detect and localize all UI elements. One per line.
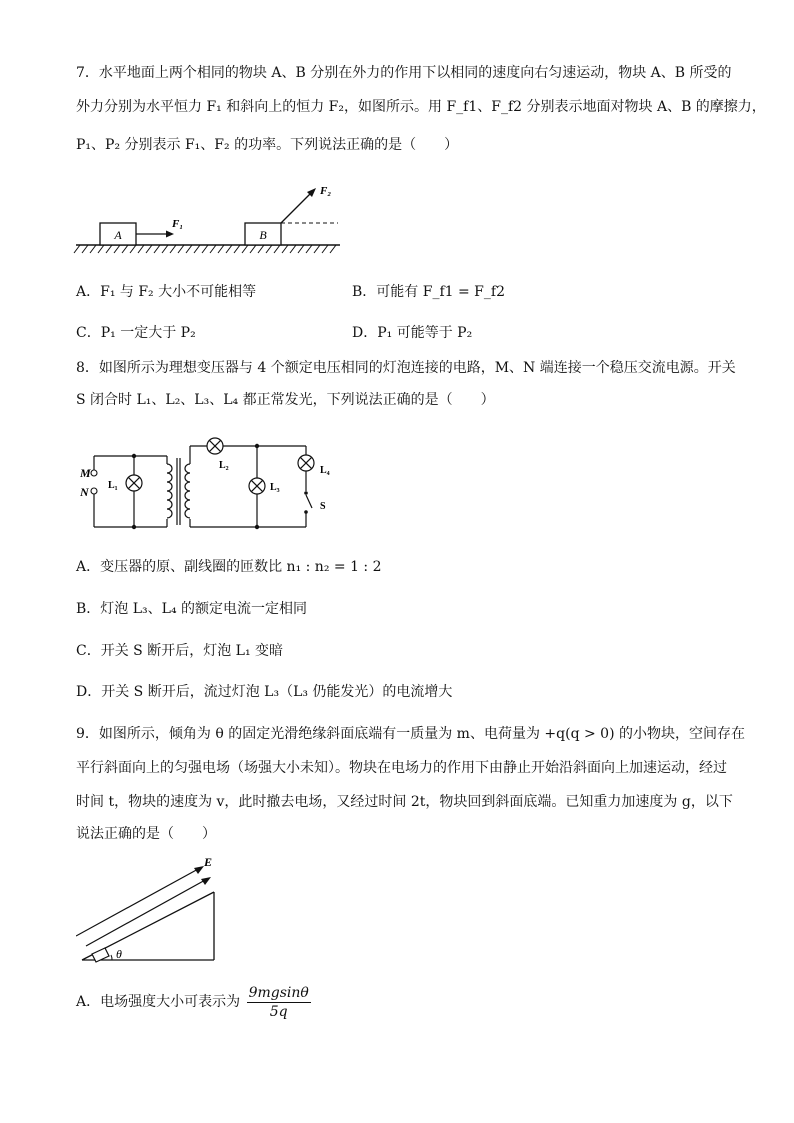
label-l1: L₁ — [108, 480, 118, 491]
block-a-label: A — [114, 228, 122, 242]
q8-option-a: A．变压器的原、副线圈的匝数比 n₁ : n₂ = 1 : 2 — [76, 559, 382, 575]
force1-label: F₁ — [172, 218, 184, 230]
q9-option-a — [76, 982, 311, 1022]
q8-stem-line1: 8．如图所示为理想变压器与 4 个额定电压相同的灯泡连接的电路，M、N 端连接一个稳压交流电源。开关 — [76, 360, 736, 376]
fraction-numerator: 9mgsinθ — [248, 984, 309, 1001]
q7-figure — [70, 180, 350, 260]
label-theta: θ — [116, 947, 122, 961]
q9-option-a-text: A．电场强度大小可表示为 — [76, 994, 241, 1010]
q9-stem-line4: 说法正确的是（ ） — [76, 826, 216, 842]
q7-stem-line3: P₁、P₂ 分别表示 F₁、F₂ 的功率。下列说法正确的是（ ） — [76, 137, 459, 153]
label-l3: L₃ — [270, 482, 280, 493]
terminal-m — [91, 470, 97, 476]
q7-stem-line1: 7．水平地面上两个相同的物块 A、B 分别在外力的作用下以相同的速度向右匀速运动，物块 A、B 所受的 — [76, 65, 732, 81]
force2-label: F₂ — [320, 185, 332, 197]
block-b-label: B — [259, 228, 267, 242]
force1-arrowhead — [166, 231, 174, 238]
q7-option-b: B．可能有 F_f1 = F_f2 — [352, 284, 505, 300]
q9-stem-line3: 时间 t，物块的速度为 v，此时撤去电场，又经过时间 2t，物块回到斜面底端。已知重力加速度为 g，以下 — [76, 794, 733, 810]
q7-option-d: D．P₁ 可能等于 P₂ — [352, 325, 473, 341]
label-e: E — [204, 855, 213, 869]
primary-coil — [167, 464, 172, 518]
q8-circuit-figure — [80, 428, 345, 538]
switch-s — [306, 495, 312, 508]
label-m: M — [80, 466, 91, 480]
q7-stem-line2: 外力分别为水平恒力 F₁ 和斜向上的恒力 F₂，如图所示。用 F_f1、F_f2 分别表示地面对物块 A、B 的摩擦力， — [76, 99, 766, 115]
angle-arc — [111, 955, 112, 960]
q8-stem-line2: S 闭合时 L₁、L₂、L₃、L₄ 都正常发光，下列说法正确的是（ ） — [76, 392, 495, 408]
q7-option-a: A．F₁ 与 F₂ 大小不可能相等 — [76, 284, 257, 300]
q9-incline-figure — [76, 850, 226, 970]
terminal-n — [91, 488, 97, 494]
q9-stem-line1: 9．如图所示，倾角为 θ 的固定光滑绝缘斜面底端有一质量为 m、电荷量为 +q(q > 0) 的小物块，空间存在 — [76, 726, 745, 742]
fraction-denominator: 5q — [269, 1003, 288, 1020]
label-n: N — [80, 485, 89, 499]
label-l4: L₄ — [320, 465, 330, 476]
q7-option-c: C．P₁ 一定大于 P₂ — [76, 325, 196, 341]
field-line-upper — [76, 868, 200, 936]
field-line-lower — [86, 879, 207, 946]
label-l2: L₂ — [219, 460, 229, 471]
q8-option-c: C．开关 S 断开后，灯泡 L₁ 变暗 — [76, 643, 284, 659]
secondary-coil — [185, 464, 190, 518]
q8-option-b: B．灯泡 L₃、L₄ 的额定电流一定相同 — [76, 601, 308, 617]
q9-stem-line2: 平行斜面向上的匀强电场（场强大小未知）。物块在电场力的作用下由静止开始沿斜面向上加速运动，经过 — [76, 760, 727, 776]
force2-arrow — [281, 191, 313, 223]
q9-option-a-fraction — [247, 984, 311, 1021]
q8-option-d: D．开关 S 断开后，流过灯泡 L₃（L₃ 仍能发光）的电流增大 — [76, 684, 453, 700]
label-s: S — [320, 501, 326, 512]
